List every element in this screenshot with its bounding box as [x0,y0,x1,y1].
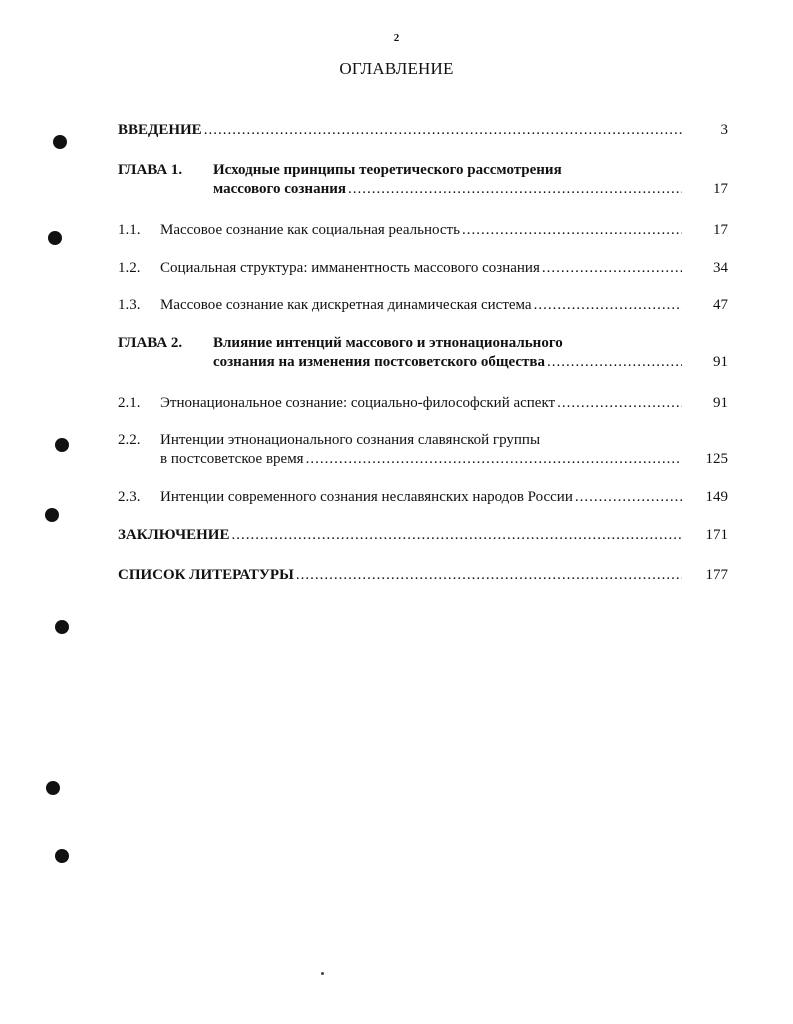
toc-entry-1-3[interactable] [118,296,728,315]
toc-entry-page: 177 [705,567,728,583]
leader-dots [462,221,682,240]
binder-hole [55,438,69,452]
toc-entry-introduction[interactable] [118,121,728,140]
toc-entry-2-3[interactable] [118,488,728,507]
toc-entry-number: 2.1. [118,395,141,411]
toc-entry-page: 171 [705,527,728,543]
toc-entry-page: 149 [705,489,728,505]
toc-entry-text-line2: в постсоветское время [160,451,304,467]
toc-entry-text-line1: Интенции этнонационального сознания славянской группы [160,432,541,448]
toc-entry-text: ВВЕДЕНИЕ [118,122,202,138]
toc-entry-chapter-1[interactable] [118,161,728,199]
toc-entry-page: 17 [713,222,728,238]
toc-entry-number: ГЛАВА 2. [118,335,183,351]
toc-entry-page: 3 [720,122,728,138]
toc-entry-text: Этнонациональное сознание: социально-философский аспект [160,395,556,411]
leader-dots [348,180,682,199]
leader-dots [557,394,682,413]
toc-entry-page: 91 [713,395,728,411]
toc-entry-page: 91 [713,354,728,370]
toc-entry-number: ГЛАВА 1. [118,162,183,178]
toc-entry-text-line1: Влияние интенций массового и этнонационального [213,335,563,351]
toc-entry-text-line2: сознания на изменения постсоветского общества [213,354,546,370]
toc-entry-text: Интенции современного сознания неславянских народов России [160,489,573,505]
toc-entry-text: Массовое сознание как социальная реальность [160,222,460,238]
binder-hole [55,620,69,634]
toc-entry-number: 1.3. [118,297,141,313]
toc-title: ОГЛАВЛЕНИЕ [339,59,454,78]
binder-hole [53,135,67,149]
binder-hole [55,849,69,863]
toc-entry-2-2[interactable] [118,431,728,469]
toc-entry-text: Массовое сознание как дискретная динамическая система [160,297,532,313]
leader-dots [542,259,682,278]
toc-entry-page: 34 [713,260,728,276]
leader-dots [204,121,682,140]
toc-entry-page: 47 [713,297,728,313]
toc-entry-number: 1.1. [118,222,141,238]
toc-entry-text: ЗАКЛЮЧЕНИЕ [118,527,230,543]
toc-entry-page: 17 [713,181,728,197]
toc-entry-text: Социальная структура: имманентность массового сознания [160,260,540,276]
binder-hole [46,781,60,795]
toc-entry-number: 1.2. [118,260,141,276]
toc-entry-text-line1: Исходные принципы теоретического рассмотрения [213,162,562,178]
toc-entry-bibliography[interactable] [118,566,728,585]
toc-entry-number: 2.3. [118,489,141,505]
binder-hole [45,508,59,522]
toc-entry-number: 2.2. [118,432,141,448]
toc-entry-page: 125 [705,451,728,467]
leader-dots [547,353,682,372]
binder-hole [48,231,62,245]
scan-speck [321,972,324,975]
leader-dots [306,450,682,469]
leader-dots [575,488,682,507]
toc-entry-1-1[interactable] [118,221,728,240]
leader-dots [296,566,682,585]
toc-entry-text-line2: массового сознания [213,181,346,197]
toc-entry-2-1[interactable] [118,394,728,413]
leader-dots [231,526,682,545]
toc-entry-conclusion[interactable] [118,526,728,545]
page-number: 2 [393,32,400,44]
leader-dots [534,296,682,315]
toc-entry-1-2[interactable] [118,259,728,278]
toc-entry-chapter-2[interactable] [118,334,728,372]
toc-entry-text: СПИСОК ЛИТЕРАТУРЫ [118,567,294,583]
